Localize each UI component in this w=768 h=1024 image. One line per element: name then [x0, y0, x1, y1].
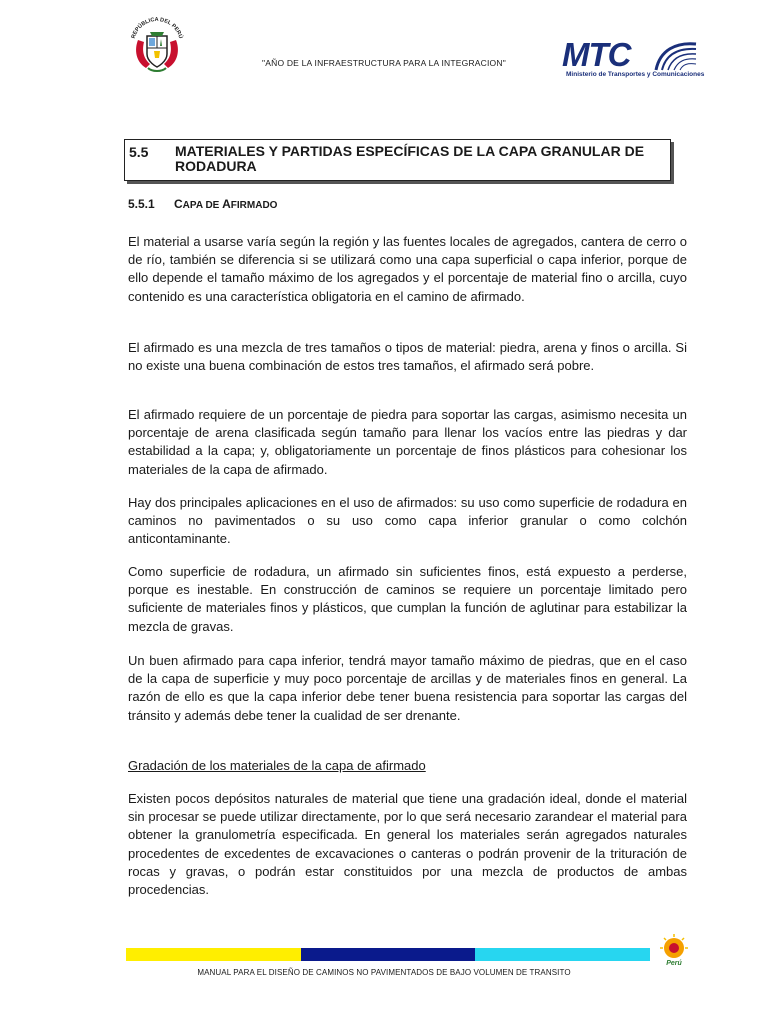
mtc-logo	[562, 36, 705, 84]
footer-bar-blue	[301, 948, 475, 961]
crest-label: REPÚBLICA DEL PERÚ	[130, 16, 184, 40]
mtc-logo-text: MTC	[562, 36, 631, 73]
subsection-title-rest: FIRMADO	[230, 200, 278, 211]
body-paragraph: El afirmado es una mezcla de tres tamaños o tipos de material: piedra, arena y finos o arcilla. Si no existe una buena combinación de estos tres tamaños, el afirmado será pobre.	[128, 340, 687, 374]
section-title: MATERIALES Y PARTIDAS ESPECÍFICAS DE LA CAPA GRANULAR DE RODADURA	[175, 143, 645, 174]
section-heading-box	[124, 139, 671, 181]
subsection-title	[174, 197, 277, 211]
footer-manual-title: MANUAL PARA EL DISEÑO DE CAMINOS NO PAVIMENTADOS DE BAJO VOLUMEN DE TRANSITO	[197, 968, 571, 977]
subsection-title-cap: C	[174, 197, 183, 211]
body-paragraph: El afirmado requiere de un porcentaje de piedra para soportar las cargas, asimismo necesita un porcentaje de arena clasificada según tamaño para llenar los vacíos entre las piedras y dar estabilidad a la capa; y, obligatoriamente un porcentaje de finos plásticos para cohesionar los materiales de la capa de afirmado.	[128, 407, 687, 477]
footer-bar-cyan	[475, 948, 650, 961]
peru-brand-logo	[654, 932, 694, 972]
subsection-number: 5.5.1	[128, 197, 155, 211]
footer-bar-yellow	[126, 948, 301, 961]
subsection-title-rest: APA DE	[182, 200, 223, 211]
gradation-paragraph: Existen pocos depósitos naturales de material que tiene una gradación ideal, donde el material sin procesar se puede utilizar directamente, por lo que será necesario zarandear el material para obtener la granulometría especificada. En general los materiales serán agregados naturales procedentes de excedentes de excavaciones o canteras o podrán provenir de la trituración de rocas y gravas, o podrán estar constituidos por una mezcla de productos de ambas procedencias.	[128, 791, 687, 898]
section-number: 5.5	[129, 144, 149, 160]
gradation-heading: Gradación de los materiales de la capa de afirmado	[128, 758, 426, 773]
body-paragraph: El material a usarse varía según la región y las fuentes locales de agregados, cantera de cerro o de río, también se diferencia si se utilizará como una capa superficial o capa inferior, porque de ello depende el tamaño máximo de los agregados y el porcentaje de material fino o arcilla, cuyo contenido es una característica obligatoria en el camino de afirmado.	[128, 234, 687, 304]
body-paragraph: Un buen afirmado para capa inferior, tendrá mayor tamaño máximo de piedras, que en el caso de la capa de superficie y muy poco porcentaje de arcillas y de materiales finos en general. La razón de ello es que la capa inferior debe tener buena resistencia para soportar las cargas del tránsito y además debe tener la cualidad de ser drenante.	[128, 653, 687, 723]
body-paragraph: Como superficie de rodadura, un afirmado sin suficientes finos, está expuesto a perderse, porque es inestable. En construcción de caminos se requiere un porcentaje limitado pero suficiente de materiales finos y plásticos, que cumplan la función de aglutinar para estabilizar la mezcla de gravas.	[128, 564, 687, 634]
mtc-logo-subtitle: Ministerio de Transportes y Comunicaciones	[566, 71, 705, 78]
subsection-title-cap: A	[222, 197, 231, 211]
peru-logo-text: Perú	[666, 960, 682, 967]
year-motto: "AÑO DE LA INFRAESTRUCTURA PARA LA INTEGRACION"	[262, 58, 506, 68]
mtc-swoosh-icon	[654, 40, 700, 72]
body-paragraph: Hay dos principales aplicaciones en el uso de afirmados: su uso como superficie de rodadura en caminos no pavimentados o su uso como capa inferior granular o como colchón anticontaminante.	[128, 495, 687, 547]
